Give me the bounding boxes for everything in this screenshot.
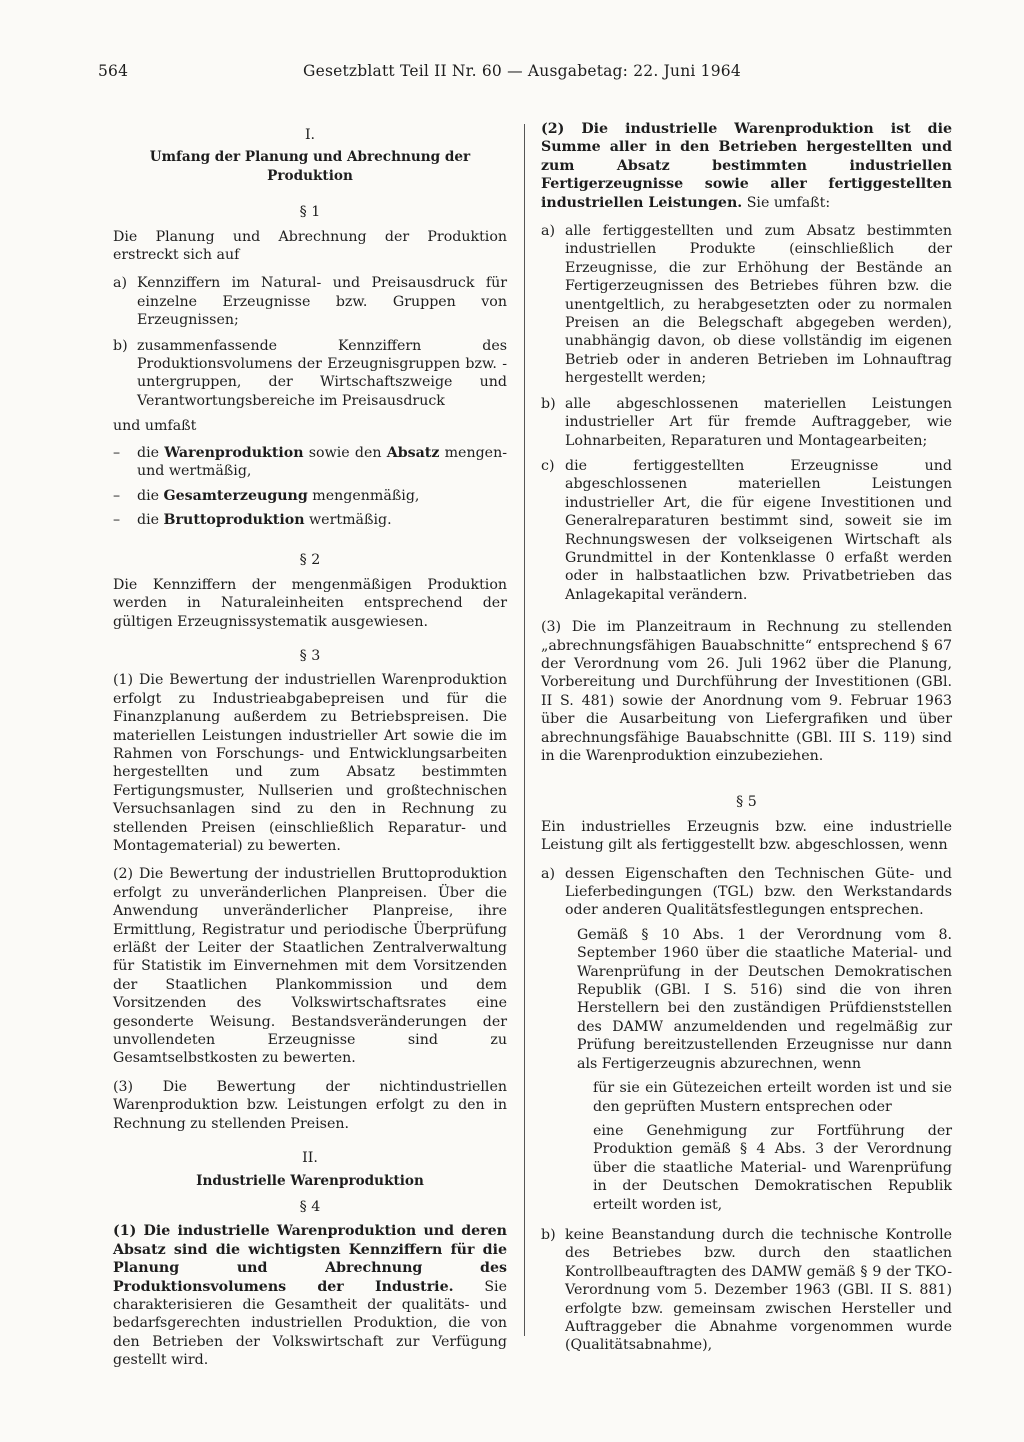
paragraph-1-intro: Die Planung und Abrechnung der Produktion erstreckt sich auf: [113, 228, 507, 264]
list-text: dessen Eigenschaften den Technischen Güte- und Lieferbedingungen (TGL) bzw. den Werkstandards oder anderen Qualitätsfestlegungen entsprechen.: [565, 865, 952, 919]
paragraph-3-sub3: (3) Die Bewertung der nichtindustriellen Warenproduktion bzw. Leistungen erfolgt zu den in Rechnung zu stellenden Preisen.: [113, 1078, 507, 1132]
paragraph-sign-3: § 3: [299, 647, 321, 664]
paragraph-sign-1: § 1: [299, 204, 321, 221]
section-heading-i: Umfang der Planung und Abrechnung der Produktion: [149, 149, 471, 184]
list-label: a): [541, 865, 555, 882]
list-label: a): [113, 275, 127, 292]
dash-mark: –: [113, 444, 121, 461]
list-item: [113, 337, 507, 411]
paragraph-5-a-condition-1: für sie ein Gütezeichen erteilt worden ist und sie den geprüften Mustern entsprechen oder: [593, 1080, 952, 1115]
paragraph-sign-4: § 4: [299, 1198, 321, 1215]
section-heading-ii: Industrielle Warenproduktion: [196, 1172, 424, 1189]
dash-text: die Warenproduktion sowie den Absatz mengen- und wertmäßig,: [137, 444, 507, 480]
list-item: [541, 457, 952, 604]
dash-mark: –: [113, 487, 121, 504]
column-divider: [524, 124, 525, 1336]
list-item: [541, 1226, 952, 1355]
paragraph-sign-2: § 2: [299, 552, 321, 569]
list-text: Kennziffern im Natural- und Preisausdruck für einzelne Erzeugnisse bzw. Gruppen von Erzeugnissen;: [137, 275, 507, 329]
list-item: [541, 222, 952, 388]
paragraph-3-sub2: (2) Die Bewertung der industriellen Bruttoproduktion erfolgt zu unveränderlichen Planpreisen. Über die Anwendung unveränderlicher Planpreise, ihre Ermittlung, Registratur und periodische Überprüfung erläßt der Leiter der Staatlichen Zentralverwaltung für Statistik im Einvernehmen mit dem Vorsitzenden der Staatlichen Plankommission und dem Vorsitzenden des Volkswirtschaftsrates eine gesonderte Weisung. Bestandsveränderungen der unvollendeten Erzeugnisse sind zu Gesamtselbstkosten zu bewerten.: [113, 866, 507, 1067]
paragraph-5-a-detail: Gemäß § 10 Abs. 1 der Verordnung vom 8. September 1960 über die staatliche Material- und Warenprüfung in der Deutschen Demokratischen Republik (GBl. I S. 516) sind die von ihren Herstellern bei den zuständigen Prüfdienststellen des DAMW anzumeldenden und regelmäßig zur Prüfung bereitzustellenden Erzeugnisse nur dann als Fertigerzeugnis abzurechnen, wenn: [577, 926, 952, 1072]
paragraph-1-und: und umfaßt: [113, 418, 197, 435]
header-title: Gesetzblatt Teil II Nr. 60 — Ausgabetag: 22. Juni 1964: [303, 62, 741, 80]
left-column: [113, 120, 507, 1370]
list-text: die fertiggestellten Erzeugnisse und abgeschlossenen materiellen Leistungen industrieller Art, die für eigene Investitionen und Generalreparaturen bestimmt sind, soweit sie im Rechnungswesen der volkseigenen Wirtschaft als Grundmittel in der Kontenklasse 0 erfaßt werden oder in halbstaatlichen bzw. Privatbetrieben das Anlagekapital verändern.: [565, 457, 952, 603]
dash-item: [113, 511, 507, 529]
paragraph-5-intro: Ein industrielles Erzeugnis bzw. eine industrielle Leistung gilt als fertiggestellt bzw. abgeschlossen, wenn: [541, 818, 952, 854]
paragraph-2-text: Die Kennziffern der mengenmäßigen Produktion werden in Naturaleinheiten entsprechend der gültigen Erzeugnissystematik ausgewiesen.: [113, 576, 507, 630]
right-column: [541, 120, 952, 1362]
list-label: b): [541, 1226, 556, 1243]
dash-text: die Bruttoproduktion wertmäßig.: [137, 511, 392, 528]
section-numeral-ii: II.: [302, 1150, 318, 1167]
paragraph-3-sub1: (1) Die Bewertung der industriellen Warenproduktion erfolgt zu Industrieabgabepreisen und für die Finanzplanung außerdem zu Betriebspreisen. Die materiellen Leistungen industrieller Art sowie die im Rahmen von Forschungs- und Entwicklungsarbeiten hergestellten und zum Absatz bestimmten Fertigungsmuster, Nullserien und großtechnischen Versuchsanlagen sind zu den in Rechnung zu stellenden Preisen (einschließlich Reparatur- und Montagematerial) zu bewerten.: [113, 672, 507, 854]
section-numeral-i: I.: [304, 127, 316, 143]
paragraph-4-sub1: (1) Die industrielle Warenproduktion und deren Absatz sind die wichtigsten Kennziffern für die Planung und Abrechnung des Produktionsvolumens der Industrie. Sie charakterisieren die Gesamtheit der qualitäts- und bedarfsgerechten industriellen Produktion, die von den Betrieben der Volkswirtschaft zur Verfügung gestellt wird.: [113, 1223, 507, 1369]
list-item: [113, 274, 507, 329]
paragraph-sign-5: § 5: [736, 794, 757, 811]
page-header: [98, 62, 758, 80]
list-label: a): [541, 223, 555, 240]
list-label: c): [541, 457, 555, 474]
dash-item: [113, 444, 507, 481]
paragraph-4-sub3: (3) Die im Planzeitraum in Rechnung zu stellenden „abrechnungsfähigen Bauabschnitte“ entsprechend § 67 der Verordnung vom 26. Juli 1962 über die Planung, Vorbereitung und Durchführung der Investitionen (GBl. II S. 481) sowie der Anordnung vom 9. Februar 1963 über die Ausarbeitung von Liefergrafiken und über abrechnungsfähige Bauabschnitte (GBl. III S. 119) sind in die Warenproduktion einzubeziehen.: [541, 619, 952, 764]
paragraph-5-a-condition-2: eine Genehmigung zur Fortführung der Produktion gemäß § 4 Abs. 3 der Verordnung über die staatliche Material- und Warenprüfung in der Deutschen Demokratischen Republik erteilt worden ist,: [593, 1122, 952, 1213]
dash-mark: –: [113, 511, 121, 528]
paragraph-4-sub2: (2) Die industrielle Warenproduktion ist die Summe aller in den Betrieben hergestellten und zum Absatz bestimmten industriellen Fertigerzeugnisse sowie aller fertiggestellten industriellen Leistungen. Sie umfaßt:: [541, 121, 952, 211]
list-text: alle abgeschlossenen materiellen Leistungen industrieller Art für fremde Auftraggeber, wie Lohnarbeiten, Reparaturen und Montagearbeiten;: [565, 395, 952, 449]
dash-text: die Gesamterzeugung mengenmäßig,: [137, 487, 420, 504]
list-item: [541, 865, 952, 920]
list-text: alle fertiggestellten und zum Absatz bestimmten industriellen Produkte (einschließlich der Erzeugnisse, die zur Erhöhung der Bestände an Fertigerzeugnissen des Betriebes führen bzw. die unentgeltlich, zu herabgesetzten oder zu normalen Preisen an die Belegschaft abgegeben werden), unabhängig davon, ob diese vollständig im eigenen Betrieb oder in anderen Betrieben im Lohnauftrag hergestellt werden;: [565, 223, 952, 387]
list-label: b): [541, 395, 556, 412]
dash-item: [113, 487, 507, 505]
list-item: [541, 395, 952, 450]
list-text: keine Beanstandung durch die technische Kontrolle des Betriebes bzw. durch den staatlichen Kontrollbeauftragten des DAMW gemäß § 9 der TKO-Verordnung vom 5. Dezember 1963 (GBl. II S. 881) erfolgte bzw. gemeinsam zwischen Hersteller und Auftraggeber die Abnahme vorgenommen wurde (Qualitätsabnahme),: [565, 1226, 952, 1354]
list-text: zusammenfassende Kennziffern des Produktionsvolumens der Erzeugnisgruppen bzw. -untergruppen, der Wirtschaftszweige und Verantwortungsbereiche im Preisausdruck: [137, 337, 507, 409]
page-number: 564: [98, 62, 129, 80]
list-label: b): [113, 337, 128, 354]
